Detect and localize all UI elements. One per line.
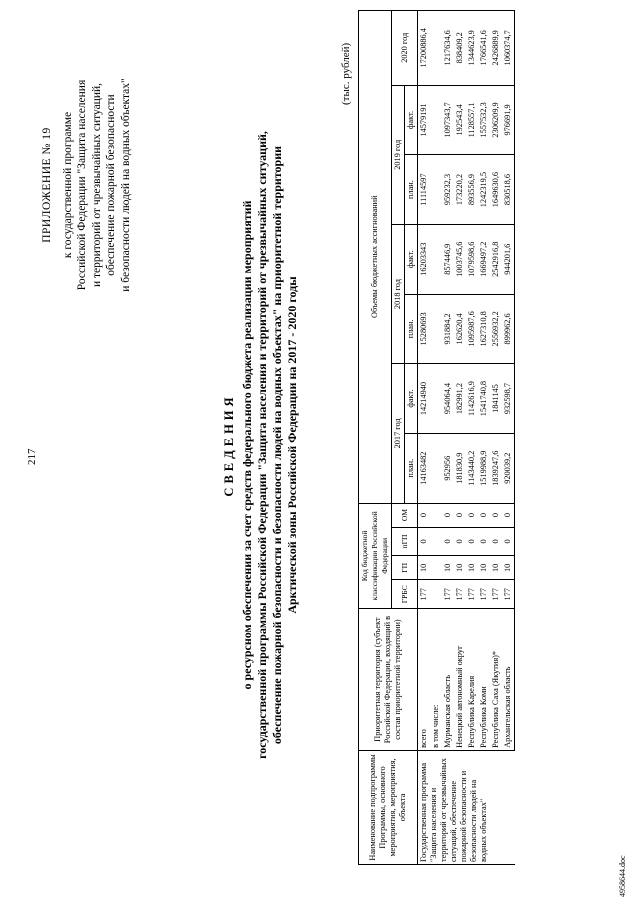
heading-line: государственной программы Российской Федерации "Защита населения и территорий от чрезвычайных ситуаций, [255, 131, 269, 759]
appendix-line: Российской Федерации "Защита населения [76, 79, 88, 291]
cell-v2017p: 952956 [442, 433, 454, 503]
heading-line: о ресурсном обеспечении за счет средств федерального бюджета реализации мероприятий [240, 200, 254, 690]
cell-v2019p: 1649630,6 [490, 155, 502, 225]
cell-gp [430, 556, 442, 580]
cell-v2019f: 1128557,1 [466, 85, 478, 155]
header-fact-2018: факт. [405, 224, 418, 294]
cell-pgp [430, 527, 442, 556]
territory-cell: Ненецкий автономный округ [454, 609, 466, 751]
cell-gp: 10 [454, 556, 466, 580]
resource-table [358, 10, 515, 865]
table-row [430, 11, 442, 865]
cell-v2017f: 1541740,8 [478, 364, 490, 434]
table-row [442, 11, 454, 865]
cell-grbs: 177 [418, 580, 431, 609]
cell-v2018f: 944201,6 [502, 224, 515, 294]
header-plan-2019: план. [405, 155, 418, 225]
appendix-line: и территорий от чрезвычайных ситуаций, [90, 82, 103, 288]
heading-line: Арктической зоны Российской Федерации на 2017 - 2020 годы [285, 276, 299, 614]
heading-word: СВЕДЕНИЯ [222, 393, 236, 497]
cell-pgp: 0 [454, 527, 466, 556]
cell-om: 0 [442, 503, 454, 527]
cell-v2017f: 182991,2 [454, 364, 466, 434]
header-plan-2018: план. [405, 294, 418, 364]
cell-om: 0 [454, 503, 466, 527]
cell-v2019f [430, 85, 442, 155]
territory-cell: Республика Коми [478, 609, 490, 751]
cell-v2017p: 920039,2 [502, 433, 515, 503]
cell-om [430, 503, 442, 527]
header-territory: Приоритетная территория (субъект Российской Федерации, входящий в состав приоритетной территории) [359, 609, 418, 751]
cell-v2018p: 1095987,6 [466, 294, 478, 364]
cell-v2018f: 1079598,6 [466, 224, 478, 294]
cell-gp: 10 [466, 556, 478, 580]
page-number: 217 [26, 448, 38, 465]
cell-om: 0 [478, 503, 490, 527]
cell-pgp: 0 [478, 527, 490, 556]
cell-grbs: 177 [442, 580, 454, 609]
cell-v2018p: 899962,6 [502, 294, 515, 364]
cell-v2020: 838409,2 [454, 11, 466, 86]
appendix-line: к государственной программе [61, 111, 74, 259]
cell-v2019p: 11114597 [418, 155, 431, 225]
header-year-2019: 2019 год [392, 85, 405, 224]
cell-v2017f: 932598,7 [502, 364, 515, 434]
cell-v2019f: 1557532,3 [478, 85, 490, 155]
cell-pgp: 0 [502, 527, 515, 556]
header-year-2020: 2020 год [392, 11, 418, 86]
header-plan-2017: план. [405, 433, 418, 503]
header-fact-2017: факт. [405, 364, 418, 434]
cell-v2019f: 2306209,9 [490, 85, 502, 155]
cell-grbs: 177 [502, 580, 515, 609]
cell-om: 0 [502, 503, 515, 527]
territory-cell: Мурманская область [442, 609, 454, 751]
table-row [478, 11, 490, 865]
cell-pgp: 0 [442, 527, 454, 556]
cell-om: 0 [466, 503, 478, 527]
header-om: ОМ [392, 503, 418, 527]
territory-cell: Республика Саха (Якутия)* [490, 609, 502, 751]
cell-pgp: 0 [466, 527, 478, 556]
cell-v2018f: 1669497,2 [478, 224, 490, 294]
table-row [454, 11, 466, 865]
cell-grbs: 177 [490, 580, 502, 609]
cell-v2019f: 976691,9 [502, 85, 515, 155]
cell-pgp: 0 [418, 527, 431, 556]
cell-gp: 10 [442, 556, 454, 580]
cell-v2017p [430, 433, 442, 503]
cell-v2019f: 192543,4 [454, 85, 466, 155]
header-volumes: Объемы бюджетных ассигнований [359, 11, 392, 504]
document-heading [222, 115, 300, 775]
cell-v2017p: 1519988,9 [478, 433, 490, 503]
cell-v2019p: 173220,2 [454, 155, 466, 225]
appendix-block [40, 25, 133, 345]
cell-gp: 10 [418, 556, 431, 580]
appendix-title: ПРИЛОЖЕНИЕ № 19 [41, 127, 53, 243]
cell-v2019p [430, 155, 442, 225]
cell-v2018p: 931884,2 [442, 294, 454, 364]
cell-v2018p: 15280693 [418, 294, 431, 364]
header-code: Код бюджетной классификации Российской Федерации [359, 503, 392, 609]
cell-om: 0 [490, 503, 502, 527]
heading-line: обеспечение пожарной безопасности и безопасности людей на водных объектах" на приоритетной территории [270, 145, 284, 745]
header-pgp: пГП [392, 527, 418, 556]
cell-v2017f: 14214940 [418, 364, 431, 434]
cell-grbs: 177 [466, 580, 478, 609]
cell-v2019f: 1097343,7 [442, 85, 454, 155]
cell-v2020: 1060374,7 [502, 11, 515, 86]
territory-cell: Архангельская область [502, 609, 515, 751]
cell-v2018p: 2556932,2 [490, 294, 502, 364]
cell-v2018p: 162620,4 [454, 294, 466, 364]
document-code: 4958644.doc [618, 855, 627, 897]
cell-grbs [430, 580, 442, 609]
cell-v2017p: 1143440,2 [466, 433, 478, 503]
cell-v2019p: 830518,6 [502, 155, 515, 225]
cell-gp: 10 [502, 556, 515, 580]
cell-v2017f: 954064,4 [442, 364, 454, 434]
table-row [490, 11, 502, 865]
program-name-cell: Государственная программа "Защита населения и территорий от чрезвычайных ситуаций, обеспечение пожарной безопасности и безопасности людей на водных объектах" [418, 750, 515, 864]
cell-v2018f: 2542916,8 [490, 224, 502, 294]
cell-v2017p: 181830,9 [454, 433, 466, 503]
cell-v2018f [430, 224, 442, 294]
appendix-line: обеспечение пожарной безопасности [105, 94, 117, 276]
appendix-line: и безопасности людей на водных объектах" [119, 78, 132, 292]
cell-om: 0 [418, 503, 431, 527]
header-program: Наименование подпрограммы Программы, основного мероприятия, мероприятия, объекта [359, 750, 418, 864]
cell-v2019p: 959232,3 [442, 155, 454, 225]
cell-gp: 10 [490, 556, 502, 580]
cell-v2017p: 1839247,6 [490, 433, 502, 503]
cell-v2017f: 1142616,9 [466, 364, 478, 434]
cell-grbs: 177 [478, 580, 490, 609]
cell-v2017f: 1841145 [490, 364, 502, 434]
cell-v2020: 1766541,6 [478, 11, 490, 86]
header-gp: ГП [392, 556, 418, 580]
territory-cell: в том числе: [430, 609, 442, 751]
table-row [502, 11, 515, 865]
cell-v2018f: 1003745,6 [454, 224, 466, 294]
cell-v2020: 1217634,6 [442, 11, 454, 86]
territory-cell: Республика Карелия [466, 609, 478, 751]
cell-v2019p: 893556,9 [466, 155, 478, 225]
table-row [418, 11, 431, 865]
cell-v2018f: 16203343 [418, 224, 431, 294]
cell-v2020: 1344623,9 [466, 11, 478, 86]
cell-grbs: 177 [454, 580, 466, 609]
cell-v2018f: 857446,9 [442, 224, 454, 294]
cell-v2018p: 1627310,8 [478, 294, 490, 364]
table-body [418, 11, 515, 865]
cell-v2017p: 14163482 [418, 433, 431, 503]
cell-gp: 10 [478, 556, 490, 580]
cell-v2017f [430, 364, 442, 434]
header-year-2018: 2018 год [392, 224, 405, 363]
cell-pgp: 0 [490, 527, 502, 556]
cell-v2020 [430, 11, 442, 86]
territory-cell: всего [418, 609, 431, 751]
cell-v2020: 17200886,4 [418, 11, 431, 86]
table-row [466, 11, 478, 865]
cell-v2019f: 14579191 [418, 85, 431, 155]
unit-note: (тыс. рублей) [340, 42, 352, 105]
cell-v2020: 2426889,9 [490, 11, 502, 86]
cell-v2018p [430, 294, 442, 364]
header-year-2017: 2017 год [392, 364, 405, 503]
header-grbs: ГРБС [392, 580, 418, 609]
cell-v2019p: 1242319,5 [478, 155, 490, 225]
header-fact-2019: факт. [405, 85, 418, 155]
